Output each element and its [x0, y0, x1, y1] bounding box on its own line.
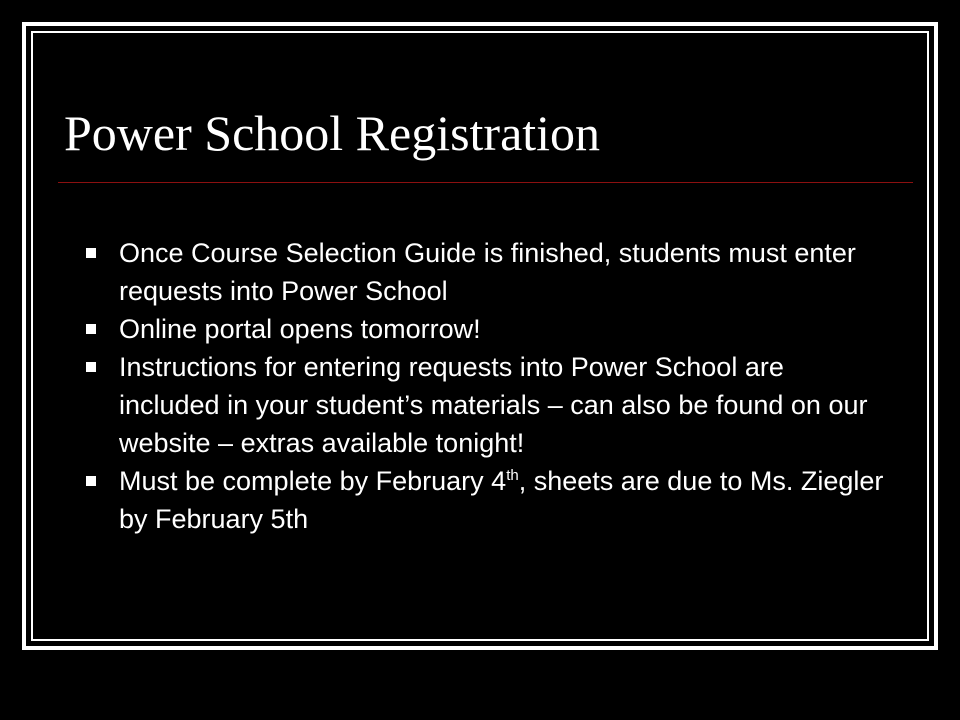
- slide-title: Power School Registration: [64, 105, 601, 161]
- square-bullet-icon: [86, 362, 96, 372]
- bullet-item-portal-opens: [86, 310, 886, 348]
- title-underline: [58, 182, 913, 183]
- square-bullet-icon: [86, 324, 96, 334]
- bullet-text: Once Course Selection Guide is finished, students must enter requests into Power School: [119, 238, 856, 306]
- bullet-text: Online portal opens tomorrow!: [119, 314, 481, 344]
- bullet-text-before: Must be complete by February 4: [119, 466, 507, 496]
- ordinal-superscript: th: [506, 467, 519, 484]
- bullet-text: Instructions for entering requests into Power School are included in your student’s materials – can also be found on our website – extras available tonight!: [119, 352, 868, 458]
- bullet-item-deadline: [86, 462, 886, 538]
- square-bullet-icon: [86, 476, 96, 486]
- bullet-list: [86, 234, 886, 538]
- bullet-item-course-guide: [86, 234, 886, 310]
- bullet-text-after: , sheets are due to Ms. Ziegler by February 5th: [119, 466, 884, 534]
- square-bullet-icon: [86, 248, 96, 258]
- bullet-item-instructions: [86, 348, 886, 462]
